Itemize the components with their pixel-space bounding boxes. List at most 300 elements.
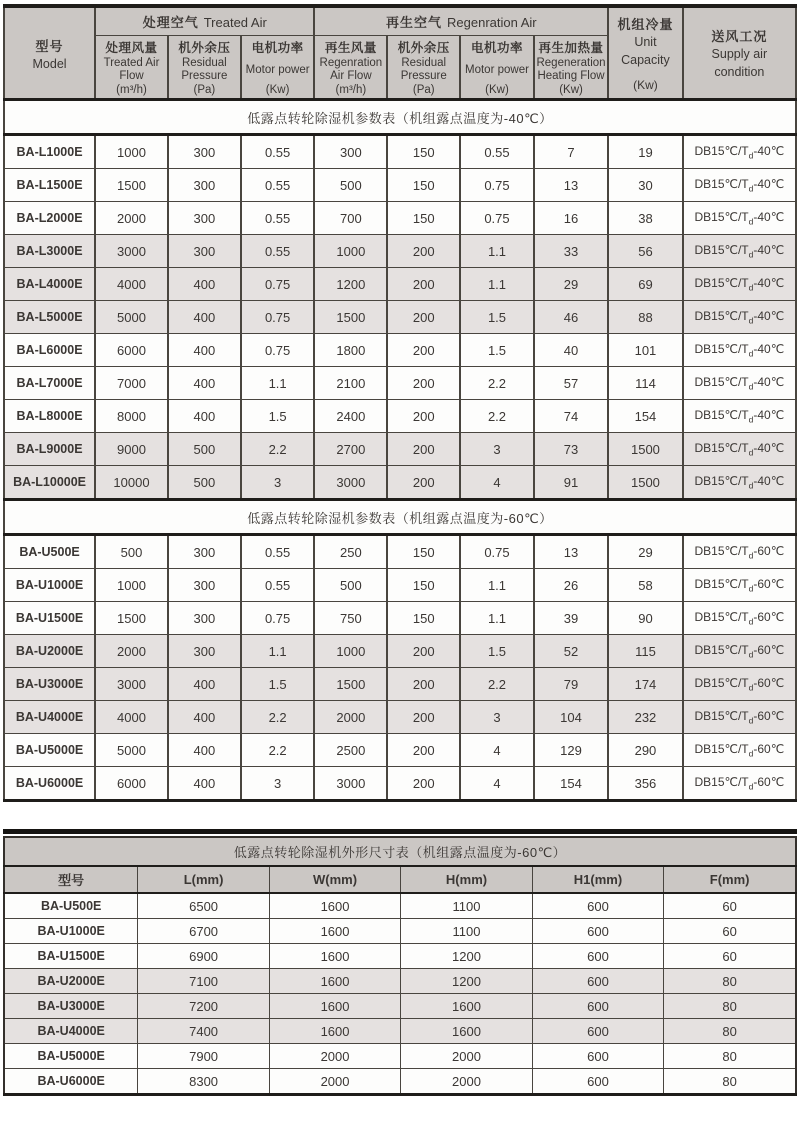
spec-row (4, 367, 796, 400)
dim-value-cell: 1100 (401, 919, 532, 944)
subcolumn-unit: (m³/h) (335, 84, 367, 96)
condition-suffix: -60℃ (753, 774, 785, 789)
value-cell: 2.2 (460, 400, 534, 433)
spec-row (4, 466, 796, 500)
condition-suffix: -60℃ (753, 543, 785, 558)
subcolumn-lines (315, 36, 386, 98)
value-cell: 2000 (95, 635, 168, 668)
value-cell: 4 (460, 466, 534, 500)
value-cell: 2.2 (241, 433, 315, 466)
condition-subscript: d (748, 583, 754, 594)
subcolumn-en-line: Pressure (181, 70, 228, 82)
condition-suffix: -40℃ (753, 143, 785, 158)
value-cell: 200 (387, 767, 460, 801)
value-cell: 400 (168, 701, 241, 734)
dim-value-cell: 600 (532, 893, 663, 919)
spec-row (4, 668, 796, 701)
supply-air-zh: 送风工况 (711, 29, 768, 45)
value-cell: 1.1 (460, 235, 534, 268)
dim-value-cell: 1600 (269, 1019, 400, 1044)
value-cell: 0.75 (241, 334, 315, 367)
value-cell: 2.2 (241, 734, 315, 767)
value-cell: 79 (534, 668, 608, 701)
subcolumn-unit: (Pa) (412, 84, 435, 96)
dim-header-cell: F(mm) (664, 866, 796, 893)
dim-value-cell: 8300 (138, 1069, 269, 1095)
value-cell: 57 (534, 367, 608, 400)
dim-value-cell: 60 (664, 944, 796, 969)
dim-row (4, 1019, 796, 1044)
dim-value-cell: 7200 (138, 994, 269, 1019)
spec-row (4, 535, 796, 569)
dim-model-cell: BA-U4000E (4, 1019, 138, 1044)
value-cell: 150 (387, 202, 460, 235)
value-cell: 200 (387, 235, 460, 268)
subcolumn-zh: 再生加热量 (538, 41, 604, 55)
dim-model-cell: BA-U6000E (4, 1069, 138, 1095)
dim-value-cell: 1600 (269, 969, 400, 994)
value-cell: 1000 (314, 635, 387, 668)
dim-value-cell: 600 (532, 1069, 663, 1095)
value-cell: 400 (168, 668, 241, 701)
spec-row (4, 301, 796, 334)
subcolumn-en-line: Treated Air (103, 57, 160, 70)
subcolumn-unit: (Kw) (265, 84, 290, 96)
model-cell: BA-L2000E (4, 202, 95, 235)
condition-prefix: DB15℃/T (694, 543, 749, 558)
dim-value-cell: 600 (532, 1044, 663, 1069)
spec-row (4, 767, 796, 801)
value-cell: 400 (168, 400, 241, 433)
unit-capacity-zh: 机组冷量 (617, 17, 674, 33)
model-cell: BA-L5000E (4, 301, 95, 334)
condition-cell (683, 202, 796, 235)
condition-cell (683, 433, 796, 466)
dim-model-cell: BA-U2000E (4, 969, 138, 994)
subcolumn-header (168, 36, 241, 100)
subcolumn-en-line: Pressure (400, 70, 447, 82)
condition-prefix: DB15℃/T (694, 374, 749, 389)
condition-cell (683, 268, 796, 301)
value-cell: 3000 (314, 466, 387, 500)
dim-value-cell: 80 (664, 1044, 796, 1069)
value-cell: 154 (608, 400, 682, 433)
dim-value-cell: 600 (532, 919, 663, 944)
value-cell: 300 (168, 602, 241, 635)
condition-cell (683, 169, 796, 202)
subcolumn-zh: 电机功率 (251, 41, 304, 55)
value-cell: 1.5 (241, 668, 315, 701)
dim-model-cell: BA-U1000E (4, 919, 138, 944)
condition-suffix: -40℃ (753, 308, 785, 323)
value-cell: 0.75 (460, 202, 534, 235)
spec-row (4, 235, 796, 268)
value-cell: 2000 (95, 202, 168, 235)
value-cell: 150 (387, 602, 460, 635)
dim-value-cell: 600 (532, 944, 663, 969)
condition-prefix: DB15℃/T (694, 473, 749, 488)
subcolumn-header (241, 36, 315, 100)
dim-value-cell: 2000 (269, 1044, 400, 1069)
dim-value-cell: 1200 (401, 944, 532, 969)
dim-value-cell: 2000 (401, 1044, 532, 1069)
condition-prefix: DB15℃/T (694, 708, 749, 723)
value-cell: 4 (460, 767, 534, 801)
value-cell: 5000 (95, 301, 168, 334)
subcolumn-lines (96, 36, 167, 98)
dim-value-cell: 7400 (138, 1019, 269, 1044)
condition-cell (683, 734, 796, 767)
value-cell: 0.55 (241, 235, 315, 268)
dim-row (4, 919, 796, 944)
condition-suffix: -60℃ (753, 576, 785, 591)
spec-table (3, 4, 797, 802)
value-cell: 56 (608, 235, 682, 268)
condition-cell (683, 367, 796, 400)
condition-subscript: d (748, 480, 754, 491)
condition-prefix: DB15℃/T (694, 440, 749, 455)
value-cell: 0.75 (460, 169, 534, 202)
subcolumn-zh: 机外余压 (397, 41, 450, 55)
dim-value-cell: 1600 (269, 919, 400, 944)
condition-suffix: -40℃ (753, 275, 785, 290)
subcolumn-zh: 再生风量 (324, 41, 377, 55)
value-cell: 150 (387, 135, 460, 169)
value-cell: 500 (314, 569, 387, 602)
spec-row (4, 268, 796, 301)
dim-value-cell: 600 (532, 994, 663, 1019)
subcolumn-en-line: Residual (401, 57, 447, 70)
supply-air-en: Supply air (711, 47, 768, 62)
dim-header-cell: L(mm) (138, 866, 269, 893)
model-cell: BA-L4000E (4, 268, 95, 301)
model-cell: BA-L3000E (4, 235, 95, 268)
value-cell: 4 (460, 734, 534, 767)
group-header-en: Treated Air (203, 15, 267, 30)
condition-suffix: -40℃ (753, 176, 785, 191)
condition-suffix: -40℃ (753, 341, 785, 356)
dim-row (4, 893, 796, 919)
subcolumn-header (314, 36, 387, 100)
condition-subscript: d (748, 715, 754, 726)
subcolumn-en-line: Motor power (465, 63, 529, 76)
value-cell: 200 (387, 734, 460, 767)
value-cell: 90 (608, 602, 682, 635)
unit-capacity-en: Unit (634, 35, 657, 50)
dim-value-cell: 60 (664, 919, 796, 944)
value-cell: 58 (608, 569, 682, 602)
value-cell: 200 (387, 400, 460, 433)
subcolumn-en (401, 57, 447, 83)
dim-value-cell: 80 (664, 1069, 796, 1095)
spec-row (4, 701, 796, 734)
value-cell: 200 (387, 701, 460, 734)
value-cell: 101 (608, 334, 682, 367)
condition-prefix: DB15℃/T (694, 275, 749, 290)
condition-cell (683, 400, 796, 433)
value-cell: 91 (534, 466, 608, 500)
model-cell: BA-U6000E (4, 767, 95, 801)
value-cell: 300 (168, 169, 241, 202)
model-cell: BA-L7000E (4, 367, 95, 400)
model-cell: BA-U5000E (4, 734, 95, 767)
condition-prefix: DB15℃/T (694, 741, 749, 756)
unit-capacity-lines (609, 14, 681, 92)
dim-value-cell: 80 (664, 969, 796, 994)
model-cell: BA-L1500E (4, 169, 95, 202)
value-cell: 1500 (608, 433, 682, 466)
condition-subscript: d (748, 748, 754, 759)
value-cell: 129 (534, 734, 608, 767)
value-cell: 1.5 (460, 635, 534, 668)
value-cell: 2500 (314, 734, 387, 767)
value-cell: 0.55 (241, 169, 315, 202)
value-cell: 3000 (95, 235, 168, 268)
condition-prefix: DB15℃/T (694, 242, 749, 257)
subcolumn-en-line: Residual (181, 57, 227, 70)
value-cell: 114 (608, 367, 682, 400)
unit-capacity-header (608, 6, 682, 100)
condition-suffix: -60℃ (753, 708, 785, 723)
value-cell: 1500 (95, 602, 168, 635)
value-cell: 200 (387, 668, 460, 701)
value-cell: 0.75 (241, 301, 315, 334)
value-cell: 500 (314, 169, 387, 202)
value-cell: 300 (168, 569, 241, 602)
value-cell: 2400 (314, 400, 387, 433)
subcolumn-unit: (Kw) (485, 84, 509, 96)
condition-subscript: d (748, 282, 754, 293)
model-cell: BA-U1500E (4, 602, 95, 635)
regen-air-group-header (314, 6, 608, 36)
subcolumn-zh: 机外余压 (178, 41, 231, 55)
spec-row (4, 635, 796, 668)
condition-suffix: -60℃ (753, 609, 785, 624)
condition-subscript: d (748, 682, 754, 693)
dim-header-cell: W(mm) (269, 866, 400, 893)
value-cell: 4000 (95, 701, 168, 734)
value-cell: 400 (168, 301, 241, 334)
condition-suffix: -40℃ (753, 242, 785, 257)
subcolumn-en-line: Heating Flow (537, 70, 605, 82)
value-cell: 38 (608, 202, 682, 235)
spec-row (4, 569, 796, 602)
condition-prefix: DB15℃/T (694, 209, 749, 224)
condition-cell (683, 135, 796, 169)
value-cell: 300 (168, 235, 241, 268)
value-cell: 40 (534, 334, 608, 367)
value-cell: 1.5 (460, 301, 534, 334)
dim-value-cell: 60 (664, 893, 796, 919)
condition-suffix: -40℃ (753, 374, 785, 389)
subcolumn-en-line: Motor power (245, 63, 310, 76)
condition-cell (683, 668, 796, 701)
dim-table-head (4, 837, 796, 893)
dim-value-cell: 1200 (401, 969, 532, 994)
condition-prefix: DB15℃/T (694, 407, 749, 422)
value-cell: 200 (387, 466, 460, 500)
condition-prefix: DB15℃/T (694, 176, 749, 191)
dim-header-row (4, 866, 796, 893)
dim-value-cell: 1600 (269, 994, 400, 1019)
dim-value-cell: 1100 (401, 893, 532, 919)
model-cell: BA-L8000E (4, 400, 95, 433)
section-title-row (4, 100, 796, 135)
condition-suffix: -40℃ (753, 407, 785, 422)
value-cell: 1800 (314, 334, 387, 367)
dim-header-cell: H(mm) (401, 866, 532, 893)
value-cell: 6000 (95, 767, 168, 801)
value-cell: 300 (168, 635, 241, 668)
condition-cell (683, 635, 796, 668)
value-cell: 2.2 (241, 701, 315, 734)
unit-capacity-en: Capacity (621, 52, 670, 67)
value-cell: 2700 (314, 433, 387, 466)
value-cell: 7 (534, 135, 608, 169)
value-cell: 232 (608, 701, 682, 734)
value-cell: 1500 (314, 668, 387, 701)
value-cell: 19 (608, 135, 682, 169)
dim-model-cell: BA-U500E (4, 893, 138, 919)
condition-subscript: d (748, 381, 754, 392)
dim-row (4, 1069, 796, 1095)
value-cell: 0.75 (460, 535, 534, 569)
value-cell: 74 (534, 400, 608, 433)
subcolumn-en (536, 57, 605, 83)
dimension-table (3, 836, 797, 1096)
model-cell: BA-U1000E (4, 569, 95, 602)
condition-suffix: -40℃ (753, 209, 785, 224)
value-cell: 200 (387, 334, 460, 367)
condition-suffix: -40℃ (753, 473, 785, 488)
value-cell: 0.75 (241, 268, 315, 301)
value-cell: 26 (534, 569, 608, 602)
value-cell: 2000 (314, 701, 387, 734)
model-cell: BA-L9000E (4, 433, 95, 466)
supply-air-header (683, 6, 796, 100)
supply-air-en: condition (714, 64, 765, 79)
value-cell: 16 (534, 202, 608, 235)
spec-row (4, 135, 796, 169)
condition-cell (683, 466, 796, 500)
condition-subscript: d (748, 150, 754, 161)
condition-suffix: -60℃ (753, 675, 785, 690)
spec-row (4, 602, 796, 635)
condition-prefix: DB15℃/T (694, 609, 749, 624)
value-cell: 356 (608, 767, 682, 801)
dim-value-cell: 6900 (138, 944, 269, 969)
value-cell: 1500 (608, 466, 682, 500)
group-header-en: Regenration Air (447, 15, 537, 30)
value-cell: 1000 (95, 569, 168, 602)
value-cell: 104 (534, 701, 608, 734)
value-cell: 9000 (95, 433, 168, 466)
dim-row (4, 1044, 796, 1069)
group-header-zh: 处理空气 (142, 15, 199, 30)
model-header-cell (4, 6, 95, 100)
value-cell: 3000 (314, 767, 387, 801)
subcolumn-en-line: Regeneration (536, 57, 606, 70)
dimension-table-section (3, 829, 797, 1096)
spec-row (4, 400, 796, 433)
value-cell: 88 (608, 301, 682, 334)
value-cell: 73 (534, 433, 608, 466)
condition-subscript: d (748, 348, 754, 359)
subcolumn-lines (242, 36, 314, 98)
value-cell: 154 (534, 767, 608, 801)
condition-prefix: DB15℃/T (694, 576, 749, 591)
condition-prefix: DB15℃/T (694, 774, 749, 789)
dim-header-cell: 型号 (4, 866, 138, 893)
spec-row (4, 202, 796, 235)
model-cell: BA-U2000E (4, 635, 95, 668)
value-cell: 200 (387, 433, 460, 466)
value-cell: 700 (314, 202, 387, 235)
value-cell: 1.1 (460, 602, 534, 635)
value-cell: 6000 (95, 334, 168, 367)
condition-subscript: d (748, 315, 754, 326)
value-cell: 200 (387, 301, 460, 334)
value-cell: 1.1 (241, 635, 315, 668)
value-cell: 150 (387, 169, 460, 202)
subcolumn-header (534, 36, 608, 100)
condition-cell (683, 602, 796, 635)
condition-suffix: -60℃ (753, 741, 785, 756)
condition-subscript: d (748, 781, 754, 792)
subcolumn-en (320, 57, 383, 83)
value-cell: 2.2 (460, 367, 534, 400)
value-cell: 0.55 (241, 535, 315, 569)
dim-value-cell: 600 (532, 969, 663, 994)
subcolumn-en-line: Air Flow (330, 70, 372, 82)
value-cell: 3 (460, 701, 534, 734)
value-cell: 1500 (95, 169, 168, 202)
condition-subscript: d (748, 550, 754, 561)
treated-air-group-header (95, 6, 314, 36)
model-cell: BA-U3000E (4, 668, 95, 701)
condition-suffix: -40℃ (753, 440, 785, 455)
dim-value-cell: 6500 (138, 893, 269, 919)
model-cell: BA-L10000E (4, 466, 95, 500)
condition-cell (683, 767, 796, 801)
value-cell: 174 (608, 668, 682, 701)
condition-cell (683, 301, 796, 334)
value-cell: 300 (314, 135, 387, 169)
dim-model-cell: BA-U3000E (4, 994, 138, 1019)
dim-model-cell: BA-U1500E (4, 944, 138, 969)
subcolumn-unit: (m³/h) (116, 84, 147, 96)
value-cell: 29 (534, 268, 608, 301)
dim-value-cell: 6700 (138, 919, 269, 944)
model-cell: BA-L6000E (4, 334, 95, 367)
subcolumn-en-line: Flow (119, 70, 144, 82)
value-cell: 46 (534, 301, 608, 334)
value-cell: 500 (168, 466, 241, 500)
subcolumn-unit: (Pa) (193, 84, 216, 96)
value-cell: 3000 (95, 668, 168, 701)
value-cell: 1.1 (241, 367, 315, 400)
value-cell: 500 (95, 535, 168, 569)
condition-cell (683, 701, 796, 734)
spec-row (4, 169, 796, 202)
value-cell: 115 (608, 635, 682, 668)
value-cell: 39 (534, 602, 608, 635)
subcolumn-zh: 电机功率 (470, 41, 523, 55)
dim-model-cell: BA-U5000E (4, 1044, 138, 1069)
section-title: 低露点转轮除湿机参数表（机组露点温度为-40℃） (4, 100, 796, 135)
value-cell: 290 (608, 734, 682, 767)
condition-subscript: d (748, 249, 754, 260)
